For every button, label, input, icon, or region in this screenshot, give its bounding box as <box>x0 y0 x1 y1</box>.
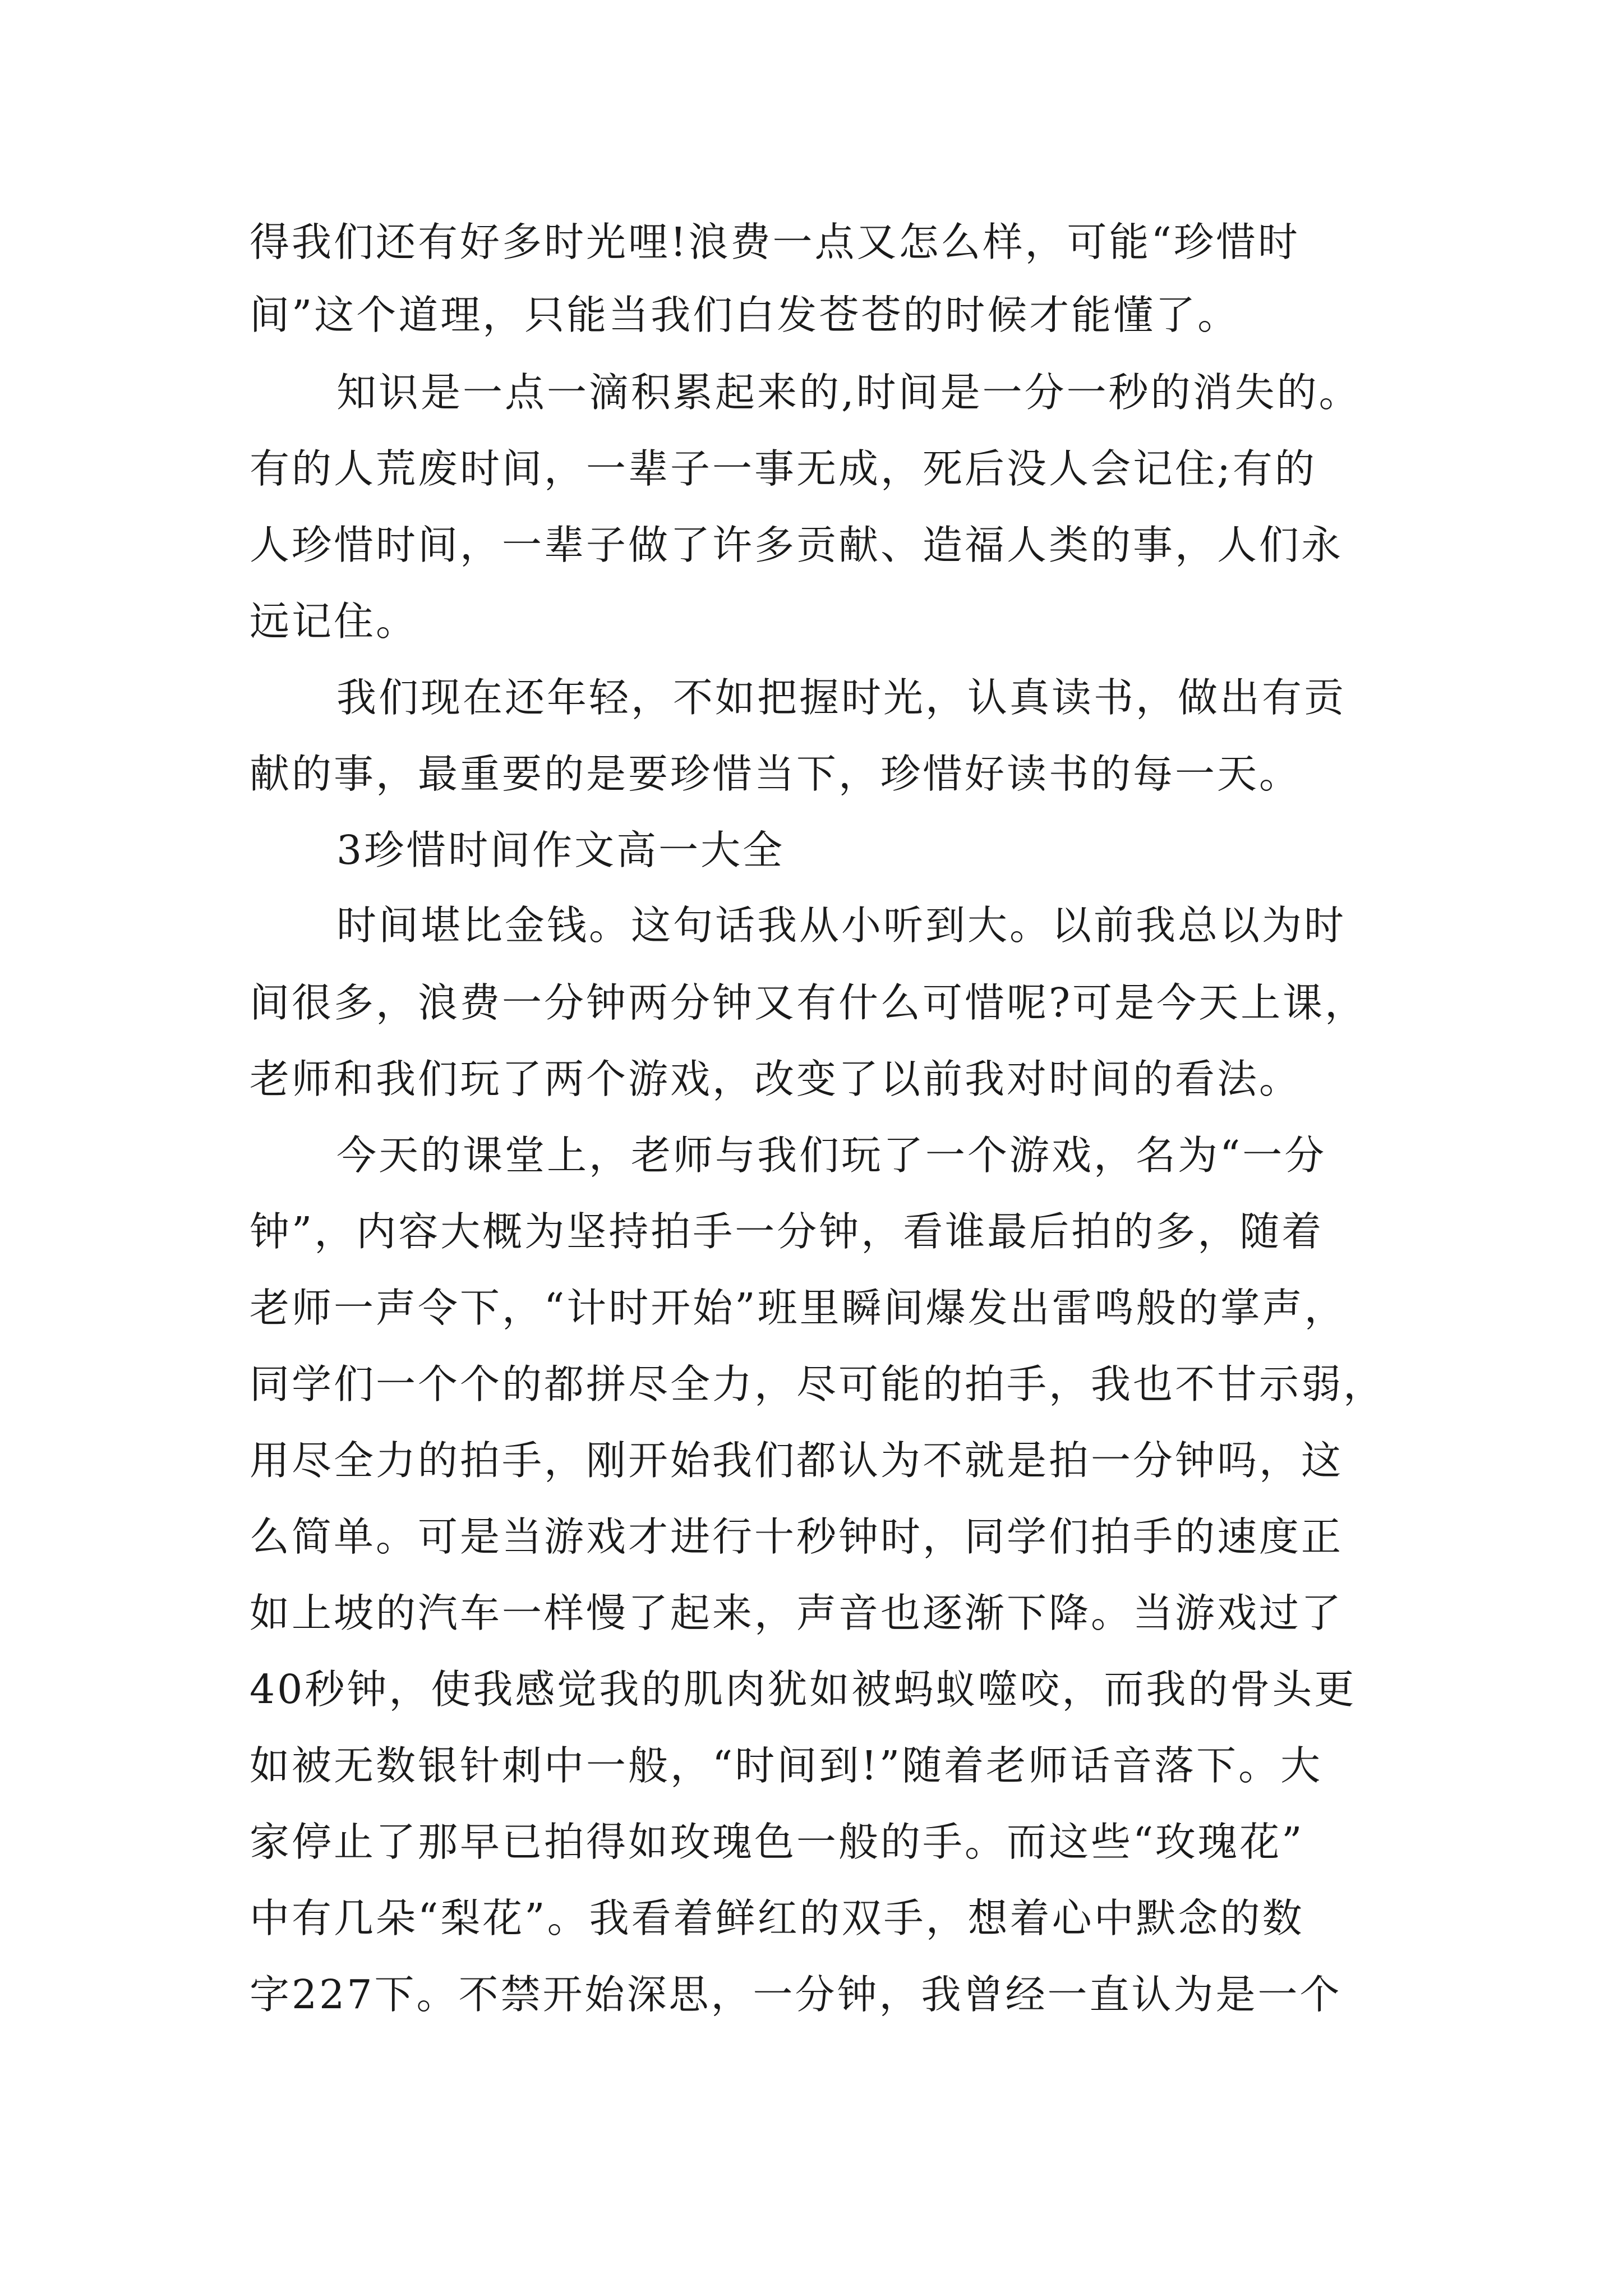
text-line: 间很多，浪费一分钟两分钟又有什么可惜呢?可是今天上课， <box>250 979 1367 1026</box>
text-line: 间”这个道理，只能当我们白发苍苍的时候才能懂了。 <box>250 292 1240 338</box>
text-line: 得我们还有好多时光哩!浪费一点又怎么样，可能“珍惜时 <box>250 219 1300 265</box>
text-line: 同学们一个个的都拼尽全力，尽可能的拍手，我也不甘示弱， <box>250 1361 1386 1407</box>
text-line: 如被无数银针刺中一般，“时间到!”随着老师话音落下。大 <box>250 1742 1323 1789</box>
text-line: 用尽全力的拍手，刚开始我们都认为不就是拍一分钟吗，这 <box>250 1437 1344 1484</box>
text-line: 有的人荒废时间，一辈子一事无成，死后没人会记住;有的 <box>250 445 1317 492</box>
section-heading: 3珍惜时间作文高一大全 <box>336 827 785 873</box>
text-line: 如上坡的汽车一样慢了起来，声音也逐渐下降。当游戏过了 <box>250 1590 1344 1636</box>
paragraph-first-line: 知识是一点一滴积累起来的,时间是一分一秒的消失的。 <box>336 369 1361 416</box>
text-line: 家停止了那早已拍得如玫瑰色一般的手。而这些“玫瑰花” <box>250 1819 1304 1865</box>
text-line: 40秒钟，使我感觉我的肌肉犹如被蚂蚁噬咬，而我的骨头更 <box>250 1666 1357 1713</box>
paragraph-first-line: 时间堪比金钱。这句话我从小听到大。以前我总以为时 <box>336 902 1347 949</box>
paragraph-first-line: 今天的课堂上，老师与我们玩了一个游戏，名为“一分 <box>336 1132 1327 1179</box>
text-line: 人珍惜时间，一辈子做了许多贡献、造福人类的事，人们永 <box>250 522 1344 568</box>
text-line: 远记住。 <box>250 598 418 645</box>
text-line: 字227下。不禁开始深思，一分钟，我曾经一直认为是一个 <box>250 1971 1342 2018</box>
text-line: 钟”，内容大概为坚持拍手一分钟，看谁最后拍的多，随着 <box>250 1208 1324 1255</box>
text-line: 老师和我们玩了两个游戏，改变了以前我对时间的看法。 <box>250 1056 1302 1102</box>
text-line: 献的事，最重要的是要珍惜当下，珍惜好读书的每一天。 <box>250 751 1302 797</box>
text-line: 么简单。可是当游戏才进行十秒钟时，同学们拍手的速度正 <box>250 1513 1344 1560</box>
text-line: 中有几朵“梨花”。我看着鲜红的双手，想着心中默念的数 <box>250 1895 1304 1941</box>
text-line: 老师一声令下，“计时开始”班里瞬间爆发出雷鸣般的掌声， <box>250 1285 1347 1331</box>
paragraph-first-line: 我们现在还年轻，不如把握时光，认真读书，做出有贡 <box>336 674 1347 721</box>
